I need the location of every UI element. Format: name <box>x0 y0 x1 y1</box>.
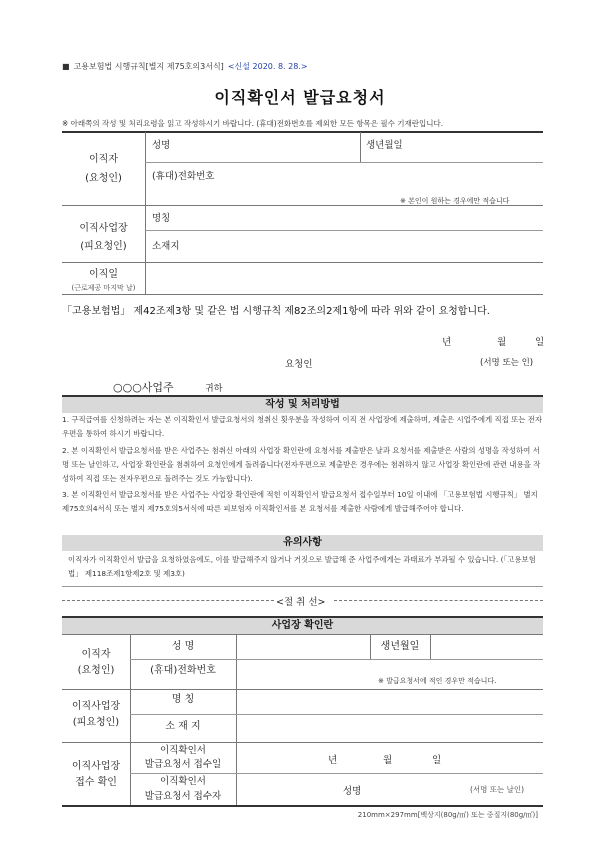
confirm-name-row-bottom <box>130 659 543 660</box>
confirm-day: 일 <box>432 755 442 766</box>
cut-line-right <box>334 600 543 601</box>
instruction-text: ※ 아래쪽의 작성 및 처리요령을 읽고 작성하시기 바랍니다. (휴대)전화번호를 제외한 모든 항목은 필수 기재란입니다. <box>62 119 444 128</box>
confirm-applicant-bottom <box>62 689 543 690</box>
confirm-sub-divider-top <box>236 635 237 689</box>
workplace-label: 이직사업장 <box>79 223 128 234</box>
workplace-name-label: 명칭 <box>152 213 171 224</box>
leave-section-bottom <box>62 294 543 295</box>
form-title: 이직확인서 발급요청서 <box>214 88 386 107</box>
amendment-note: <신설 2020. 8. 28.> <box>227 62 308 71</box>
confirm-applicant-label: 이직자 <box>81 649 111 660</box>
applicant-sub-label: (요청인) <box>85 173 122 184</box>
label-column-divider <box>145 132 146 294</box>
confirm-heading: 사업장 확인란 <box>62 618 543 634</box>
addressee-suffix: 귀하 <box>205 384 223 394</box>
caution-text: 이직자가 이직확인서 발급을 요청하였음에도, 이를 발급해주지 않거나 거짓으로 발급해 준 사업주에게는 과태료가 부과될 수 있습니다. (「고용보험법」 제118조제1항제2호 및 제3호) <box>68 555 536 578</box>
date-year: 년 <box>442 337 452 348</box>
confirm-receipt-person-label-1: 이직확인서 <box>160 776 206 787</box>
method-item-2: 2. 본 이직확인서 발급요청서를 받은 사업주는 첨취신 아래의 사업장 확인란에 요청서를 제출받은 날과 요청서를 제출받은 사람의 성명을 작성하여 서명 또는 날인하고, 사업장 확인란을 첨취하여 요청인에게 돌려줍니다(전자우편으로 제출받은 경우에는 첨취하지 않고 사업장 확인란에 관련 내용을 작성하여 직접 또는 전자우편으로 돌려주는 것도 가능합니다). <box>62 446 541 483</box>
confirm-year: 년 <box>328 755 338 766</box>
table-top-border <box>62 131 543 133</box>
workplace-address-label: 소재지 <box>152 241 180 252</box>
confirm-receipt-date-label-2: 발급요청서 접수일 <box>144 759 222 770</box>
confirm-wp-name-label: 명 칭 <box>171 694 195 705</box>
confirm-sign-note: (서명 또는 날인) <box>470 785 525 794</box>
method-item-1: 1. 구직급여를 신청하려는 자는 본 이직확인서 발급요청서의 청취신 횟우분을 작성하여 이직 전 사업장에 제출하며, 제출은 시업주에게 직접 또는 전자우편을 통하여 하시기 바랍니다. <box>62 415 543 438</box>
applicant-section-bottom <box>62 205 543 206</box>
leave-date-label: 이직일 <box>89 269 118 280</box>
applicant-label: 이직자 <box>89 154 118 165</box>
workplace-sub-label: (피요청인) <box>80 241 127 252</box>
confirm-month: 월 <box>383 755 393 766</box>
confirm-heading-bottom <box>62 634 543 635</box>
confirm-phone-note: ※ 발급요청서에 적인 경우만 적습니다. <box>378 677 497 685</box>
confirm-receipt-sub: 접수 확인 <box>75 777 117 788</box>
leave-date-sub-label: (근로제공 마지막 날) <box>71 284 136 292</box>
applicant-phone-note: ※ 본인이 원하는 경우에만 적습니다 <box>400 197 510 205</box>
date-month: 월 <box>497 337 507 348</box>
confirm-workplace-sub: (피요청인) <box>72 717 120 728</box>
declaration-text: 「고용보험법」 제42조제3항 및 같은 법 시행규칙 제82조의2제1항에 따라 위와 같이 요청합니다. <box>62 306 490 317</box>
confirm-sub-divider-bottom <box>236 743 237 805</box>
workplace-section-bottom <box>62 262 543 263</box>
law-reference <box>62 61 308 72</box>
confirm-applicant-sub: (요청인) <box>77 665 115 676</box>
cut-line-left <box>62 600 274 601</box>
confirm-birth-divider-2 <box>430 635 431 659</box>
caution-heading: 유의사항 <box>62 535 543 551</box>
cut-line-label: <절 취 선> <box>276 597 326 608</box>
confirm-sub-divider-mid <box>236 690 237 742</box>
confirm-name-label: 성 명 <box>171 641 195 652</box>
law-reference-text: 고용보험법 시행규칙[별지 제75호의3서식] <box>73 62 224 71</box>
confirm-phone-label: (휴대)전화번호 <box>150 665 216 676</box>
caution-bottom-border <box>62 586 543 587</box>
workplace-row-divider <box>145 230 543 231</box>
date-day: 일 <box>535 337 545 348</box>
applicant-name-label: 성명 <box>152 140 171 151</box>
applicant-row-divider <box>145 162 543 163</box>
confirm-wp-row-divider <box>130 714 543 715</box>
confirm-receipt-person-label-2: 발급요청서 접수자 <box>144 791 222 802</box>
applicant-birth-label: 생년월일 <box>366 140 403 151</box>
confirm-receipt-date-label-1: 이직확인서 <box>160 745 206 756</box>
method-heading: 작성 및 처리방법 <box>62 397 543 413</box>
paper-spec-footer: 210mm×297mm[백상지(80g/㎡) 또는 중질지(80g/㎡)] <box>357 811 538 819</box>
applicant-phone-label: (휴대)전화번호 <box>152 171 215 182</box>
square-bullet-icon: ■ <box>62 62 70 71</box>
confirm-wp-address-label: 소 재 지 <box>165 721 201 732</box>
signature-label: 요청인 <box>285 359 313 370</box>
birth-divider <box>360 132 361 162</box>
addressee-name: ○○○사업주 <box>113 381 174 394</box>
confirm-sign-label: 성명 <box>343 786 362 797</box>
confirm-workplace-label: 이직사업장 <box>71 701 121 712</box>
confirm-receipt-label: 이직사업장 <box>71 761 121 772</box>
confirm-bottom-border <box>62 805 543 807</box>
method-item-3: 3. 본 이직확인서 발급요청서를 받은 사업주는 사업장 확인란에 적힌 이직확인서 발급요청서 접수일부터 10일 이내에 「고용보험법 시행규칙」 별지 제75호의4서식 또는 별지 제75호의5서식에 따른 피보험자 이직확인서를 본 요청서를 제출한 사람에게 발급해주어야 합니다. <box>62 490 538 513</box>
confirm-birth-label: 생년월일 <box>380 641 420 652</box>
signature-note: (서명 또는 인) <box>480 358 534 368</box>
